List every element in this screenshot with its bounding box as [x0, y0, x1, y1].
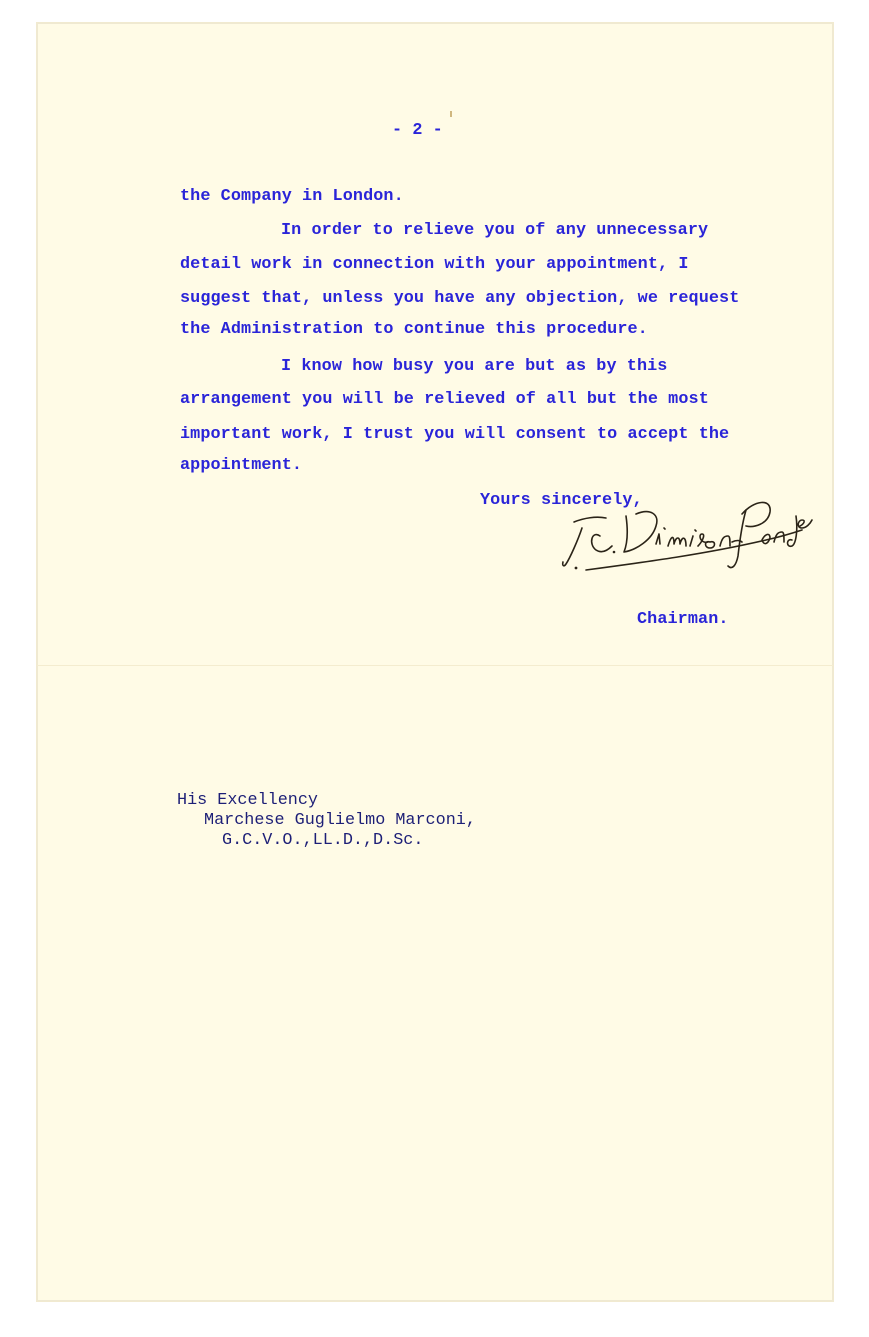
recipient-line-1: His Excellency [177, 791, 318, 810]
paper-fold [37, 665, 833, 666]
recipient-line-3: G.C.V.O.,LL.D.,D.Sc. [222, 831, 424, 850]
body-line-5: the Administration to continue this procedure. [180, 320, 648, 339]
signatory-title: Chairman. [637, 610, 729, 629]
letter-sheet [36, 22, 834, 1302]
body-line-1: the Company in London. [180, 187, 404, 206]
paper-speck [450, 111, 452, 117]
body-line-8: important work, I trust you will consent to accept the [180, 425, 730, 444]
body-line-9: appointment. [180, 456, 303, 475]
body-line-6: I know how busy you are but as by this [281, 357, 668, 376]
recipient-line-2: Marchese Guglielmo Marconi, [204, 811, 476, 830]
page-number: - 2 - [392, 121, 443, 140]
body-line-7: arrangement you will be relieved of all but the most [180, 390, 709, 409]
handwritten-signature [556, 470, 818, 580]
closing-salutation: Yours sincerely, [480, 491, 643, 510]
body-line-2: In order to relieve you of any unnecessary [281, 221, 709, 240]
body-line-4: suggest that, unless you have any objection, we request [180, 289, 740, 308]
body-line-3: detail work in connection with your appointment, I [180, 255, 689, 274]
